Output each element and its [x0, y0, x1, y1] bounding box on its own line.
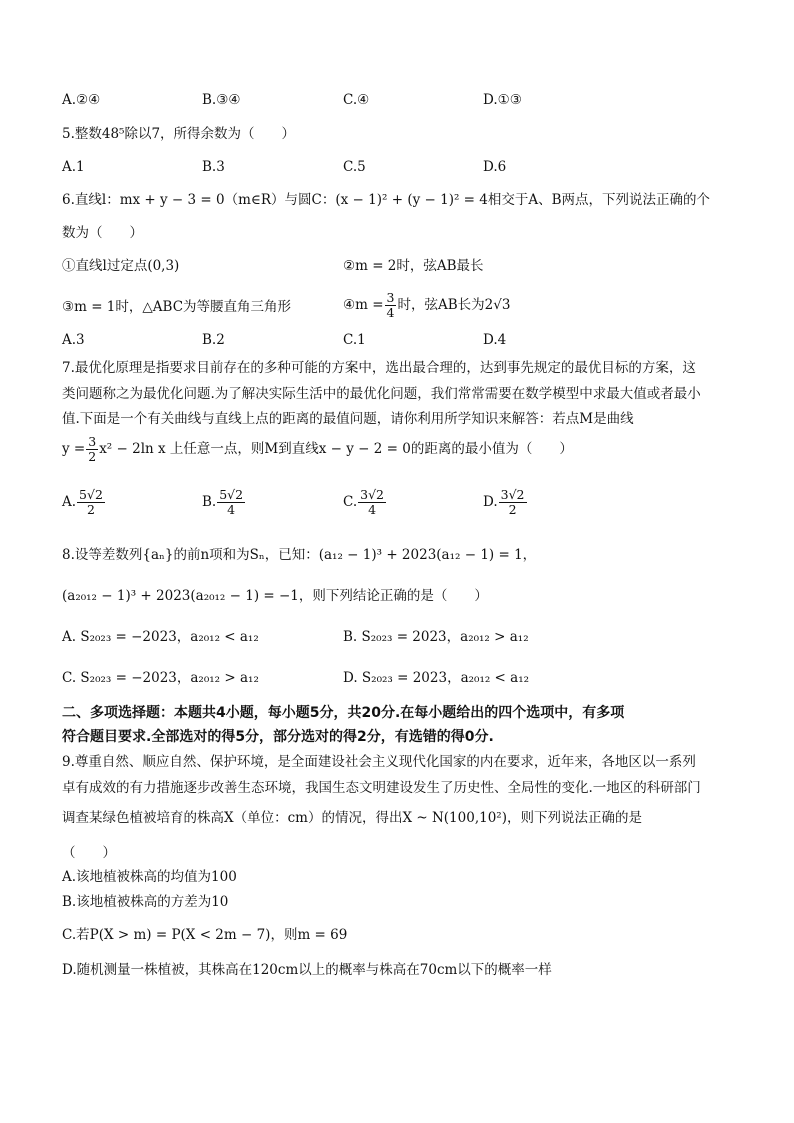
- q7-line4-post: x² − 2ln x 上任意一点，则M到直线x − y − 2 = 0的距离的最小值为（ ）: [99, 441, 573, 457]
- q7-line4-fraction: [86, 435, 98, 464]
- q6-s4-fraction: [385, 291, 397, 320]
- q7-stem-line3: 值.下面是一个有关曲线与直线上点的距离的最值问题，请你利用所学知识来解答：若点M是曲线: [62, 411, 634, 427]
- q8-option-c: C. S₂₀₂₃ = −2023，a₂₀₁₂ > a₁₂: [62, 670, 259, 686]
- q6-s4-den: 4: [386, 305, 395, 320]
- q9-option-d: D.随机测量一株植被，其株高在120cm以上的概率与株高在70cm以下的概率一样: [62, 962, 552, 978]
- q7-option-b: [202, 484, 246, 520]
- q7-stem-line2: 类问题称之为最优化问题.为了解决实际生活中的最优化问题，我们常常需要在数学模型中求最大值或者最小: [62, 386, 701, 402]
- q5-option-d: D.6: [483, 159, 507, 175]
- q7-option-a-fraction: [77, 488, 105, 517]
- q7-line4-pre: y =: [62, 441, 86, 457]
- q6-option-a: A.3: [62, 332, 85, 348]
- q5-option-c: C.5: [343, 159, 366, 175]
- q7-option-a: [62, 484, 106, 520]
- q8-stem-line2: (a₂₀₁₂ − 1)³ + 2023(a₂₀₁₂ − 1) = −1，则下列结论正确的是（ ）: [62, 588, 488, 604]
- q4-option-c: C.④: [343, 92, 370, 108]
- q5-stem: 5.整数48⁵除以7，所得余数为（ ）: [62, 126, 296, 142]
- q8-option-d: D. S₂₀₂₃ = 2023，a₂₀₁₂ < a₁₂: [343, 670, 530, 686]
- q9-stem-line4: （ ）: [62, 845, 116, 861]
- q7-option-d-prefix: D.: [483, 494, 498, 510]
- q6-statement-4: [343, 288, 510, 322]
- q6-stem-line1: 6.直线l：mx + y − 3 = 0（m∈R）与圆C：(x − 1)² + (y − 1)² = 4相交于A、B两点，下列说法正确的个: [62, 192, 711, 208]
- q6-s4-num: 3: [386, 290, 395, 305]
- q7-option-a-prefix: A.: [62, 494, 77, 510]
- q9-stem-line3: 调查某绿色植被培育的株高X（单位：cm）的情况，得出X ~ N(100,10²)，则下列说法正确的是: [62, 810, 642, 826]
- q4-option-a: A.②④: [62, 92, 101, 108]
- q7-line4-den: 2: [88, 449, 97, 464]
- q9-stem-line2: 卓有成效的有力措施逐步改善生态环境，我国生态文明建设发生了历史性、全局性的变化.一地区的科研部门: [62, 780, 701, 796]
- q7-option-a-den: 2: [87, 502, 95, 517]
- q7-option-d-fraction: [499, 488, 527, 517]
- q6-s4-pre: ④m =: [343, 297, 384, 313]
- q7-stem-line4: [62, 432, 573, 466]
- q7-option-c-num: 3√2: [360, 487, 385, 502]
- q5-option-b: B.3: [202, 159, 225, 175]
- q5-option-a: A.1: [62, 159, 85, 175]
- q9-stem-line1: 9.尊重自然、顺应自然、保护环境，是全面建设社会主义现代化国家的内在要求，近年来，各地区以一系列: [62, 754, 696, 770]
- q6-s4-post: 时，弦AB长为2√3: [397, 297, 511, 313]
- section2-header-line2: 符合题目要求.全部选对的得5分，部分选对的得2分，有选错的得0分.: [62, 729, 494, 745]
- q8-option-a: A. S₂₀₂₃ = −2023，a₂₀₁₂ < a₁₂: [62, 629, 259, 645]
- q7-option-a-num: 5√2: [79, 487, 103, 502]
- q7-option-d: [483, 484, 528, 520]
- q6-stem-line2: 数为（ ）: [62, 225, 143, 241]
- q7-option-d-num: 3√2: [500, 487, 525, 502]
- q6-statement-1: ①直线l过定点(0,3): [62, 258, 180, 274]
- q9-option-a: A.该地植被株高的均值为100: [62, 869, 237, 885]
- q9-option-c: C.若P(X > m) = P(X < 2m − 7)，则m = 69: [62, 927, 348, 943]
- q6-statement-2: ②m = 2时，弦AB最长: [343, 258, 484, 274]
- q7-option-c-den: 4: [368, 502, 377, 517]
- q7-line4-num: 3: [88, 434, 97, 449]
- q7-option-c-fraction: [358, 488, 386, 517]
- q4-option-d: D.①③: [483, 92, 522, 108]
- q4-option-b: B.③④: [202, 92, 241, 108]
- q8-stem-line1: 8.设等差数列{aₙ}的前n项和为Sₙ，已知：(a₁₂ − 1)³ + 2023(a₁₂ − 1) = 1，: [62, 547, 537, 563]
- q9-option-b: B.该地植被株高的方差为10: [62, 894, 229, 910]
- q6-option-d: D.4: [483, 332, 507, 348]
- q7-option-c: [343, 484, 387, 520]
- q7-option-b-den: 4: [227, 502, 236, 517]
- q7-option-d-den: 2: [508, 502, 517, 517]
- q7-option-b-prefix: B.: [202, 494, 217, 510]
- q6-statement-3: ③m = 1时，△ABC为等腰直角三角形: [62, 299, 292, 315]
- q6-option-c: C.1: [343, 332, 366, 348]
- q7-stem-line1: 7.最优化原理是指要求目前存在的多种可能的方案中，选出最合理的，达到事先规定的最优目标的方案，这: [62, 360, 696, 376]
- q6-option-b: B.2: [202, 332, 225, 348]
- q7-option-b-fraction: [217, 488, 245, 517]
- q8-option-b: B. S₂₀₂₃ = 2023，a₂₀₁₂ > a₁₂: [343, 629, 529, 645]
- q7-option-b-num: 5√2: [219, 487, 244, 502]
- section2-header-line1: 二、多项选择题：本题共4小题，每小题5分，共20分.在每小题给出的四个选项中，有多项: [62, 705, 625, 721]
- q7-option-c-prefix: C.: [343, 494, 358, 510]
